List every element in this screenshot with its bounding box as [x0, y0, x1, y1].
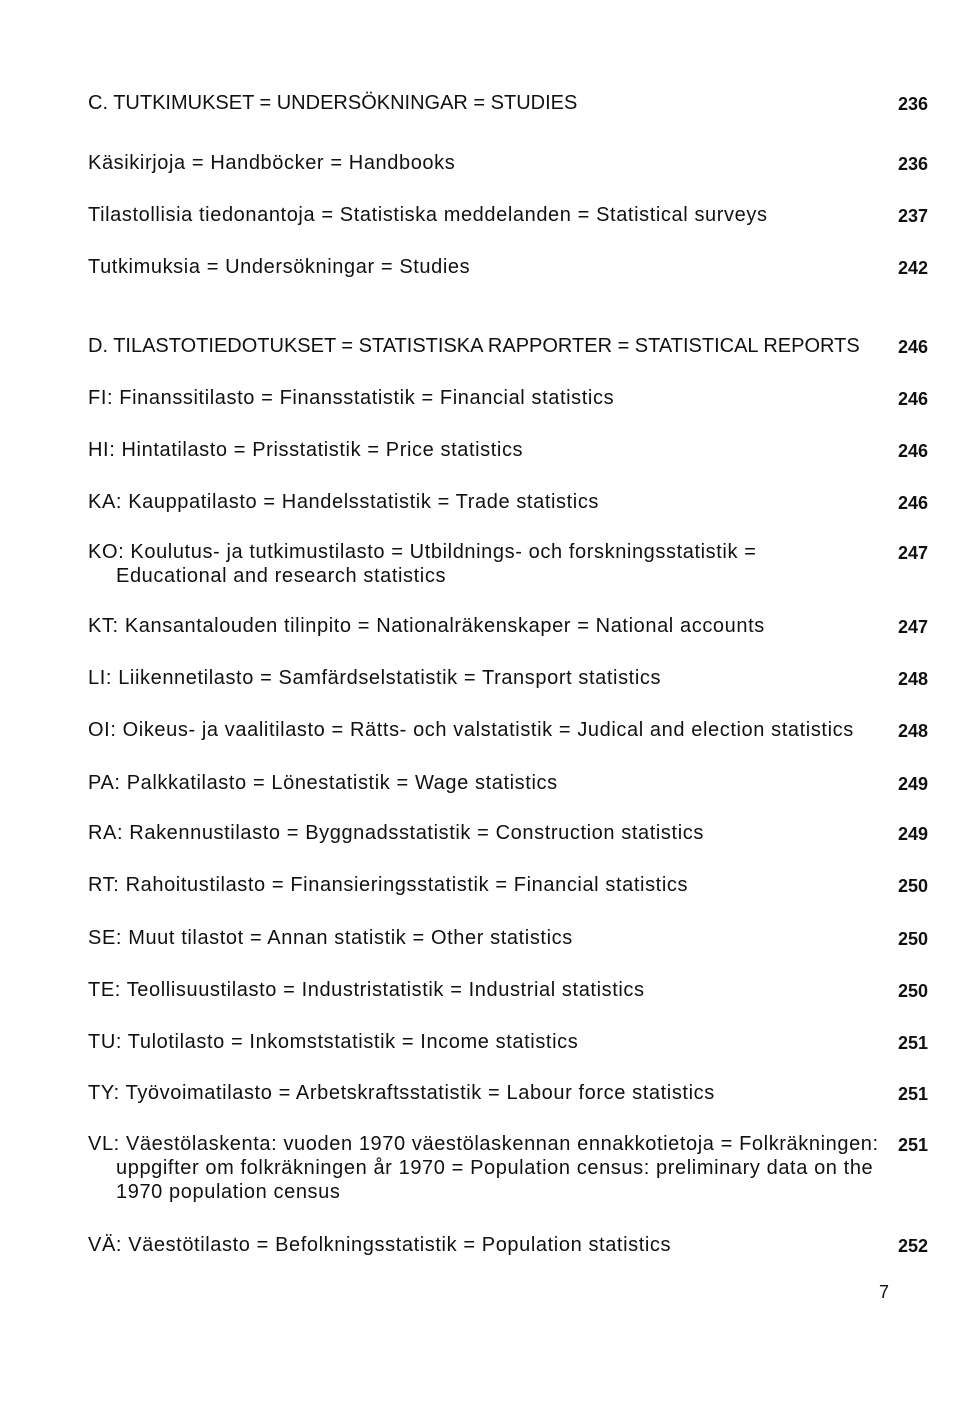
toc-entry-ka: [88, 490, 928, 514]
entry-title: SE: Muut tilastot = Annan statistik = Other statistics: [88, 927, 573, 949]
entry-page-number: 246: [897, 337, 928, 357]
entry-title: Tilastollisia tiedonantoja = Statistiska meddelanden = Statistical surveys: [88, 204, 768, 226]
toc-entry-tilastollisia-tiedonantoja: [88, 203, 928, 227]
toc-entry-se: [88, 926, 928, 950]
entry-page-number: 250: [897, 929, 928, 949]
entry-page-number: 246: [897, 493, 928, 513]
toc-section-heading-d: [88, 334, 928, 358]
entry-page-number: 251: [897, 1084, 928, 1104]
toc-entry-rt: [88, 873, 928, 897]
entry-page-number: 252: [897, 1236, 928, 1256]
entry-title: Käsikirjoja = Handböcker = Handbooks: [88, 152, 456, 174]
entry-title: OI: Oikeus- ja vaalitilasto = Rätts- och valstatistik = Judical and election statistics: [88, 719, 854, 741]
entry-page-number: 237: [897, 206, 928, 226]
entry-title: KT: Kansantalouden tilinpito = Nationalräkenskaper = National accounts: [88, 615, 765, 637]
entry-page-number: 246: [897, 389, 928, 409]
entry-page-number: 247: [897, 543, 928, 563]
entry-title: VL: Väestölaskenta: vuoden 1970 väestölaskennan ennakkotietoja = Folkräkningen:: [88, 1133, 879, 1155]
entry-title: FI: Finanssitilasto = Finansstatistik = Financial statistics: [88, 387, 615, 409]
toc-entry-kasikirjoja: [88, 151, 928, 175]
entry-page-number: 251: [897, 1135, 928, 1155]
toc-section-heading-c: [88, 91, 928, 115]
entry-title: HI: Hintatilasto = Prisstatistik = Price statistics: [88, 439, 524, 461]
toc-entry-ra: [88, 821, 928, 845]
entry-title-continuation: uppgifter om folkräkningen år 1970 = Population census: preliminary data on the: [116, 1157, 874, 1179]
entry-title: PA: Palkkatilasto = Lönestatistik = Wage statistics: [88, 772, 558, 794]
toc-entry-ty: [88, 1081, 928, 1105]
entry-page-number: 242: [897, 258, 928, 278]
entry-title: TU: Tulotilasto = Inkomststatistik = Income statistics: [88, 1031, 579, 1053]
entry-title: KA: Kauppatilasto = Handelsstatistik = Trade statistics: [88, 491, 600, 513]
entry-page-number: 251: [897, 1033, 928, 1053]
entry-page-number: 236: [897, 94, 928, 114]
toc-entry-vl: [88, 1132, 928, 1204]
entry-title: RT: Rahoitustilasto = Finansieringsstatistik = Financial statistics: [88, 874, 689, 896]
entry-page-number: 249: [897, 774, 928, 794]
entry-title: TY: Työvoimatilasto = Arbetskraftsstatistik = Labour force statistics: [88, 1082, 715, 1104]
toc-entry-va: [88, 1233, 928, 1257]
entry-title-continuation: 1970 population census: [116, 1181, 341, 1203]
entry-title: TE: Teollisuustilasto = Industristatistik = Industrial statistics: [88, 979, 645, 1001]
entry-page-number: 249: [897, 824, 928, 844]
entry-title: Tutkimuksia = Undersökningar = Studies: [88, 256, 471, 278]
entry-title: KO: Koulutus- ja tutkimustilasto = Utbildnings- och forskningsstatistik =: [88, 541, 757, 563]
toc-entry-hi: [88, 438, 928, 462]
entry-page-number: 250: [897, 981, 928, 1001]
entry-page-number: 250: [897, 876, 928, 896]
toc-entry-pa: [88, 771, 928, 795]
toc-entry-ko: [88, 540, 928, 588]
entry-title: LI: Liikennetilasto = Samfärdselstatistik = Transport statistics: [88, 667, 662, 689]
entry-page-number: 247: [897, 617, 928, 637]
entry-page-number: 246: [897, 441, 928, 461]
entry-title: RA: Rakennustilasto = Byggnadsstatistik = Construction statistics: [88, 822, 704, 844]
toc-entry-li: [88, 666, 928, 690]
entry-title: C. TUTKIMUKSET = UNDERSÖKNINGAR = STUDIES: [88, 92, 578, 114]
toc-entry-tutkimuksia: [88, 255, 928, 279]
entry-title: D. TILASTOTIEDOTUKSET = STATISTISKA RAPPORTER = STATISTICAL REPORTS: [88, 335, 860, 357]
toc-entry-tu: [88, 1030, 928, 1054]
entry-page-number: 248: [897, 669, 928, 689]
toc-entry-fi: [88, 386, 928, 410]
entry-title-continuation: Educational and research statistics: [116, 565, 447, 587]
toc-entry-te: [88, 978, 928, 1002]
entry-title: VÄ: Väestötilasto = Befolkningsstatistik = Population statistics: [88, 1234, 672, 1256]
entry-page-number: 248: [897, 721, 928, 741]
page-folio: 7: [878, 1282, 889, 1302]
entry-page-number: 236: [897, 154, 928, 174]
toc-entry-kt: [88, 614, 928, 638]
toc-entry-oi: [88, 718, 928, 742]
